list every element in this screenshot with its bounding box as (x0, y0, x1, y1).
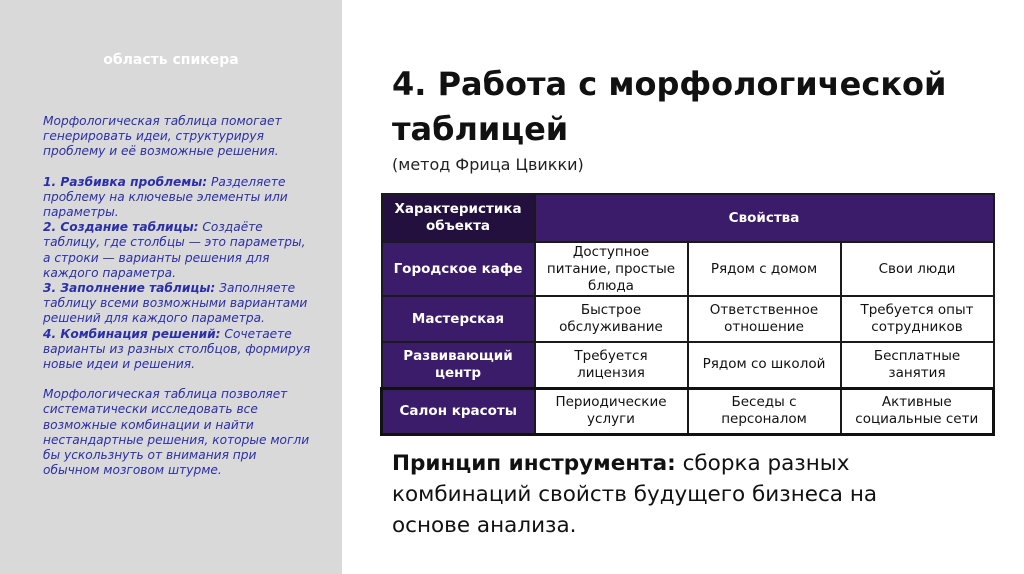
speaker-step-label: 2. Создание таблицы: (43, 220, 199, 235)
table-row-highlighted (382, 388, 994, 434)
principle-body: сборка разных комбинаций свойств будущего бизнеса на основе анализа. (392, 451, 878, 538)
table-row-header: Мастерская (382, 296, 535, 342)
table-cell: Требуется лицензия (535, 342, 688, 388)
speaker-step-label: 3. Заполнение таблицы: (43, 281, 216, 296)
speaker-title: область спикера (103, 52, 239, 68)
table-cell: Активные социальные сети (841, 388, 994, 434)
table-cell: Бесплатные занятия (841, 342, 994, 388)
slide-subtitle: (метод Фрица Цвикки) (392, 155, 584, 174)
table-row-header: Развивающий центр (382, 342, 535, 388)
speaker-step (43, 220, 313, 281)
table-corner-header: Характеристика объекта (382, 194, 535, 242)
table-cell: Свои люди (841, 242, 994, 296)
table-row-header: Городское кафе (382, 242, 535, 296)
table-cell: Периодические услуги (535, 388, 688, 434)
morphological-table (380, 193, 995, 436)
table-row-header: Салон красоты (382, 388, 535, 434)
principle-label: Принцип инструмента: (392, 451, 676, 476)
speaker-panel (0, 0, 342, 574)
speaker-step-label: 1. Разбивка проблемы: (43, 174, 208, 189)
speaker-step (43, 281, 313, 327)
table-row (382, 242, 994, 296)
table-cell: Быстрое обслуживание (535, 296, 688, 342)
table-row (382, 342, 994, 388)
slide-title: 4. Работа с морфологической таблицей (392, 65, 947, 148)
speaker-intro: Морфологическая таблица помогает генерировать идеи, структурируя проблему и её возможные решения. (43, 114, 282, 159)
speaker-step-text: Создаёте таблицу, где столбцы — это параметры, а строки — варианты решения для каждого параметра. (43, 220, 306, 280)
table-cell: Ответственное отношение (688, 296, 841, 342)
speaker-step-text: Сочетаете варианты из разных столбцов, формируя новые идеи и решения. (43, 326, 311, 372)
speaker-step-text: Разделяете проблему на ключевые элементы или параметры. (43, 174, 288, 220)
table-cell: Беседы с персоналом (688, 388, 841, 434)
speaker-step-label: 4. Комбинация решений: (43, 326, 221, 341)
speaker-step (43, 327, 313, 373)
table-cell: Рядом с домом (688, 242, 841, 296)
table-cell: Доступное питание, простые блюда (535, 242, 688, 296)
table-cell: Рядом со школой (688, 342, 841, 388)
speaker-step-text: Заполняете таблицу всеми возможными вариантами решений для каждого параметра. (43, 281, 308, 326)
speaker-step (43, 175, 313, 221)
principle-text (392, 448, 952, 541)
table-row (382, 296, 994, 342)
table-header-row (382, 194, 994, 242)
table-properties-header: Свойства (535, 194, 994, 242)
speaker-outro: Морфологическая таблица позволяет систематически исследовать все возможные комбинации и найти нестандартные решения, которые могли бы ускользнуть от внимания при обычном мозговом штурме. (43, 387, 310, 478)
table-cell: Требуется опыт сотрудников (841, 296, 994, 342)
speaker-notes (43, 114, 313, 478)
